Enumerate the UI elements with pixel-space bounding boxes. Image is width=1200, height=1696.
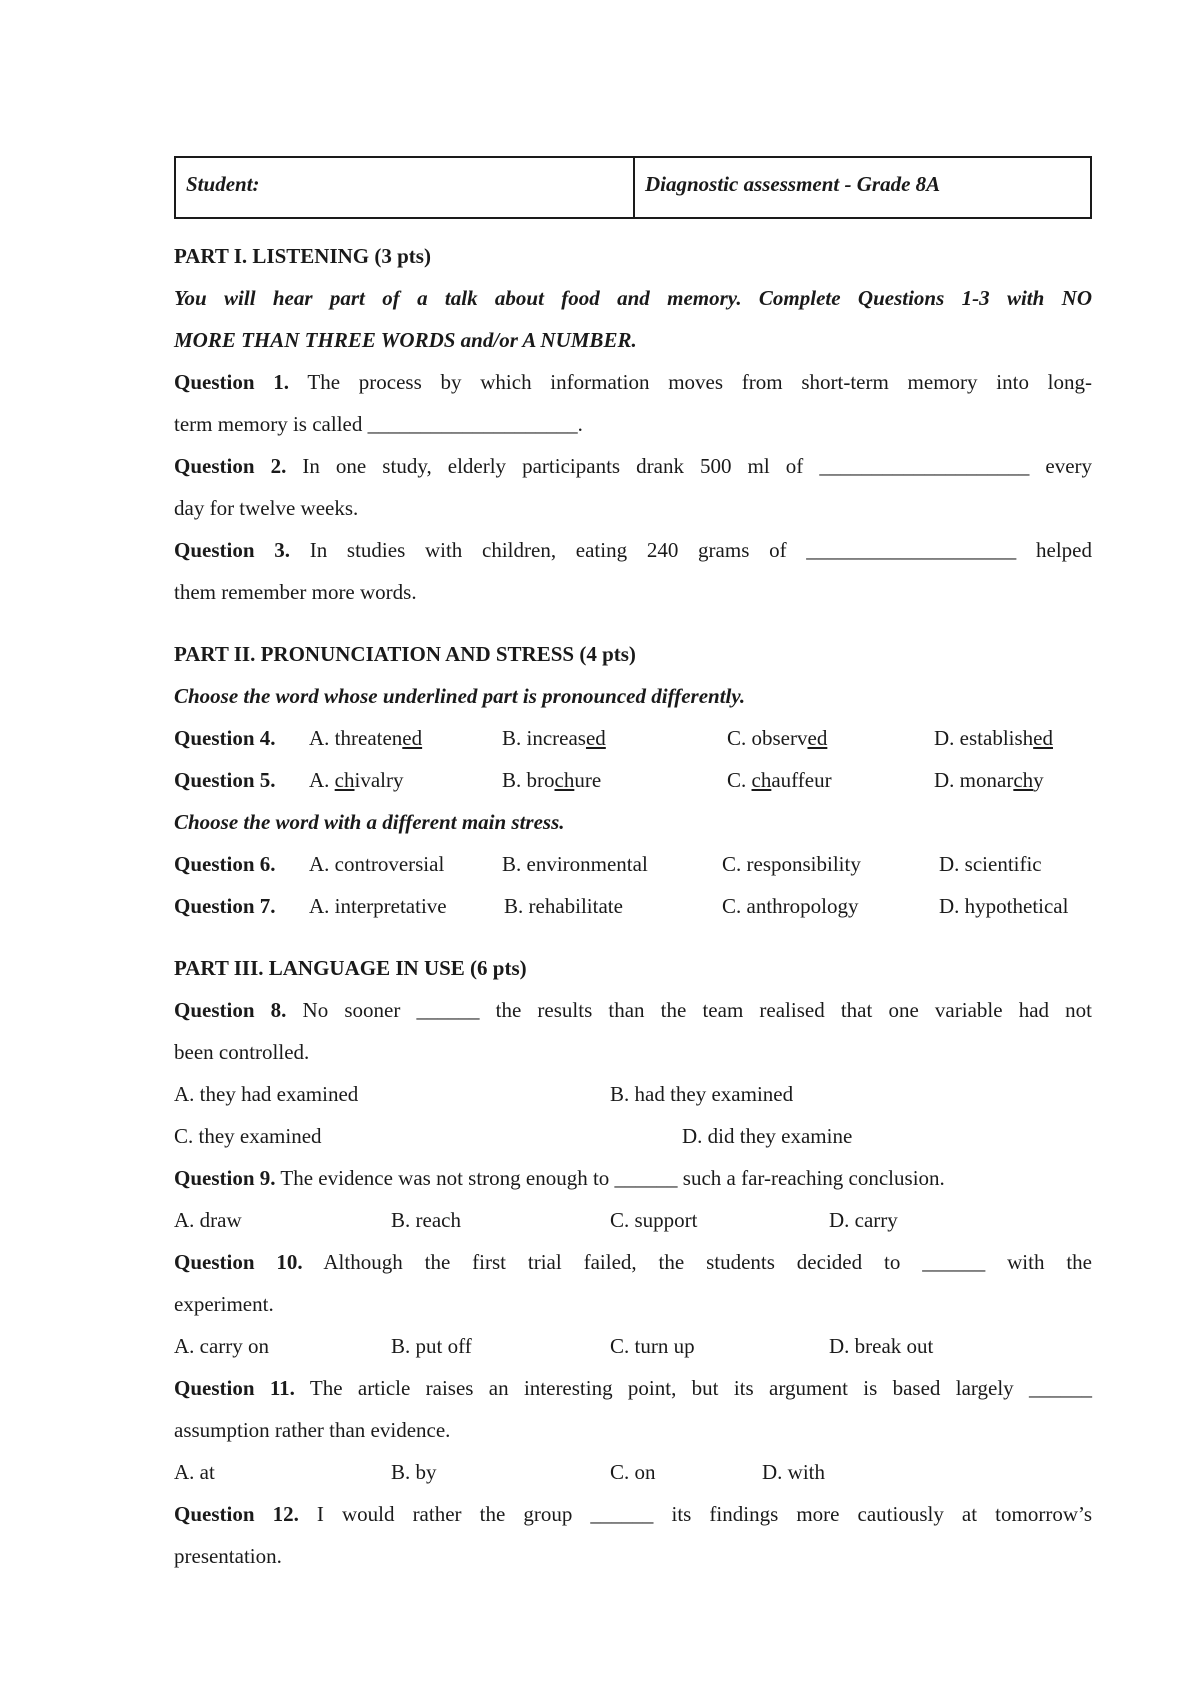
question-4-option-b: B. increased bbox=[502, 726, 606, 750]
header-table bbox=[174, 156, 1092, 219]
student-cell: Student: bbox=[176, 158, 635, 217]
question-7-option-b: B. rehabilitate bbox=[504, 894, 623, 918]
assessment-title: Diagnostic assessment - Grade 8A bbox=[645, 172, 941, 196]
question-1-text: The process by which information moves from short-term memory into long- bbox=[307, 370, 1093, 394]
question-10-option-c: C. turn up bbox=[610, 1334, 695, 1358]
question-11-line2: assumption rather than evidence. bbox=[174, 1418, 451, 1442]
question-8-option-c: C. they examined bbox=[174, 1124, 322, 1148]
question-11 bbox=[174, 1374, 1092, 1402]
question-3-line2: them remember more words. bbox=[174, 580, 417, 604]
question-3-label: Question 3. bbox=[174, 538, 290, 562]
question-8-label: Question 8. bbox=[174, 998, 287, 1022]
question-10-option-b: B. put off bbox=[391, 1334, 472, 1358]
question-8-option-d: D. did they examine bbox=[682, 1124, 853, 1148]
question-6-option-d: D. scientific bbox=[939, 852, 1042, 876]
question-9-label: Question 9. bbox=[174, 1166, 276, 1190]
question-3-text: In studies with children, eating 240 grams of ____________________ helped bbox=[309, 538, 1092, 562]
question-5-option-d: D. monarchy bbox=[934, 768, 1044, 792]
question-4-label: Question 4. bbox=[174, 726, 276, 750]
question-4-option-d: D. established bbox=[934, 726, 1053, 750]
question-10 bbox=[174, 1248, 1092, 1276]
part2-title: PART II. PRONUNCIATION AND STRESS (4 pts) bbox=[174, 642, 636, 666]
question-11-option-c: C. on bbox=[610, 1460, 656, 1484]
question-10-label: Question 10. bbox=[174, 1250, 303, 1274]
question-11-text: The article raises an interesting point, but its argument is based largely ______ bbox=[309, 1376, 1092, 1400]
question-4-option-a: A. threatened bbox=[309, 726, 423, 750]
part1-title: PART I. LISTENING (3 pts) bbox=[174, 244, 431, 268]
question-6-option-b: B. environmental bbox=[502, 852, 648, 876]
question-5-option-b: B. brochure bbox=[502, 768, 602, 792]
question-7-option-a: A. interpretative bbox=[309, 894, 447, 918]
question-8-option-a: A. they had examined bbox=[174, 1082, 359, 1106]
part1-instruction-line1: You will hear part of a talk about food and memory. Complete Questions 1-3 with NO bbox=[174, 286, 1092, 310]
question-10-option-a: A. carry on bbox=[174, 1334, 270, 1358]
question-2-line2: day for twelve weeks. bbox=[174, 496, 359, 520]
question-11-option-b: B. by bbox=[391, 1460, 437, 1484]
question-9 bbox=[174, 1164, 1092, 1192]
question-10-text: Although the first trial failed, the students decided to ______ with the bbox=[323, 1250, 1092, 1274]
question-9-option-a: A. draw bbox=[174, 1208, 242, 1232]
question-9-option-c: C. support bbox=[610, 1208, 698, 1232]
question-9-option-d: D. carry bbox=[829, 1208, 898, 1232]
part2-instruction-2: Choose the word with a different main stress. bbox=[174, 810, 565, 834]
question-6-label: Question 6. bbox=[174, 852, 276, 876]
part3-title: PART III. LANGUAGE IN USE (6 pts) bbox=[174, 956, 527, 980]
part2-instruction-1: Choose the word whose underlined part is pronounced differently. bbox=[174, 684, 746, 708]
question-8-line2: been controlled. bbox=[174, 1040, 310, 1064]
question-9-option-b: B. reach bbox=[391, 1208, 461, 1232]
question-9-text: The evidence was not strong enough to ______ such a far-reaching conclusion. bbox=[280, 1166, 945, 1190]
question-5-option-a: A. chivalry bbox=[309, 768, 404, 792]
question-7-option-c: C. anthropology bbox=[722, 894, 859, 918]
question-10-line2: experiment. bbox=[174, 1292, 274, 1316]
question-6-option-a: A. controversial bbox=[309, 852, 445, 876]
question-12-label: Question 12. bbox=[174, 1502, 299, 1526]
question-2 bbox=[174, 452, 1092, 480]
question-2-label: Question 2. bbox=[174, 454, 287, 478]
question-4-option-c: C. observed bbox=[727, 726, 828, 750]
question-11-option-a: A. at bbox=[174, 1460, 215, 1484]
question-12-text: I would rather the group ______ its findings more cautiously at tomorrow’s bbox=[316, 1502, 1092, 1526]
question-12-line2: presentation. bbox=[174, 1544, 282, 1568]
question-5-label: Question 5. bbox=[174, 768, 276, 792]
question-1-line2: term memory is called ____________________. bbox=[174, 412, 583, 436]
question-6-option-c: C. responsibility bbox=[722, 852, 861, 876]
question-10-option-d: D. break out bbox=[829, 1334, 934, 1358]
question-8-option-b: B. had they examined bbox=[610, 1082, 794, 1106]
question-7-label: Question 7. bbox=[174, 894, 276, 918]
question-11-option-d: D. with bbox=[762, 1460, 825, 1484]
question-11-label: Question 11. bbox=[174, 1376, 295, 1400]
question-7-option-d: D. hypothetical bbox=[939, 894, 1069, 918]
question-8 bbox=[174, 996, 1092, 1024]
question-8-text: No sooner ______ the results than the team realised that one variable had not bbox=[302, 998, 1092, 1022]
question-1-label: Question 1. bbox=[174, 370, 290, 394]
part1-instruction-line2: MORE THAN THREE WORDS and/or A NUMBER. bbox=[174, 328, 637, 352]
question-12 bbox=[174, 1500, 1092, 1528]
question-3 bbox=[174, 536, 1092, 564]
question-2-text: In one study, elderly participants drank 500 ml of ____________________ every bbox=[302, 454, 1093, 478]
question-5-option-c: C. chauffeur bbox=[727, 768, 832, 792]
question-1 bbox=[174, 368, 1092, 396]
